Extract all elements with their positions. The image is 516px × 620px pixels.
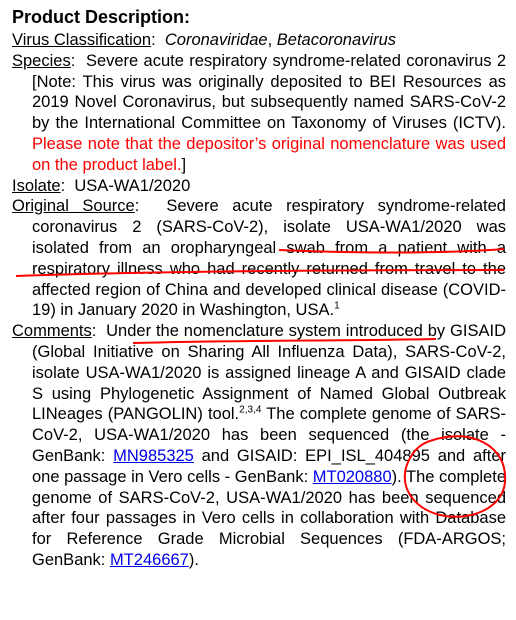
species-paragraph: Species: Severe acute respiratory syndrome-related coronavirus 2 [Note: This virus was originally deposited to BEI Resources as 2019 Novel Coronavirus, but subsequently named SARS-CoV-2 by the International Committee on Taxonomy of Viruses (ICTV). Please note that the depositor’s original nomenclature was used on the product label.] [12,51,506,174]
nomenclature-note: Please note that the depositor’s original nomenclature was used on the product label. [32,134,506,174]
genbank-link-mt246667[interactable]: MT246667 [109,550,189,569]
product-description-section [12,6,506,571]
species-label: Species [12,51,71,70]
original-source-label: Original Source [12,197,135,216]
comments-text-1: Under the nomenclature system introduced by GISAID (Global Initiative on Sharing All Influenza Data), SARS-CoV-2, isolate USA-WA1/2020 is assigned lineage A and GISAID clade S using Phylogenetic Assignment of Named Global Outbreak LINeages (PANGOLIN) tool. [32,322,506,424]
section-heading: Product Description: [12,7,191,27]
comments-paragraph: Comments: Under the nomenclature system introduced by GISAID (Global Initiative on Sharing All Influenza Data), SARS-CoV-2, isolate USA-WA1/2020 is assigned lineage A and GISAID clade S using Phylogenetic Assignment of Named Global Outbreak LINeages (PANGOLIN) tool.$^{2,3,4}$ The complete genome of SARS-CoV-2, USA-WA1/2020 has been sequenced (the isolate - GenBank: MN985325 and GISAID: EPI_ISL_404895 and after one passage in Vero cells - GenBank: MT020880). The complete genome of SARS-CoV-2, USA-WA1/2020 has been sequenced after four passages in Vero cells in collaboration with Database for Reference Grade Microbial Sequences (FDA-ARGOS; GenBank: MT246667). [12,322,506,569]
original-source-text: Severe acute respiratory syndrome-related coronavirus 2 (SARS-CoV-2), isolate USA-WA1/2020 was isolated from an oropharyngeal swab from a patient with a respiratory illness who had recently returned from travel to the affected region of China and developed clinical disease (COVID-19) in January 2020 in Washington, USA. [32,197,506,320]
isolate-value: USA-WA1/2020 [74,176,191,195]
family-name: Coronaviridae [164,31,268,49]
genbank-link-mt020880[interactable]: MT020880 [312,467,392,486]
isolate-label: Isolate [12,176,61,195]
virus-classification-label: Virus Classification [12,31,152,49]
isolate-paragraph: Isolate: USA-WA1/2020 [12,176,191,195]
virus-classification-paragraph: Virus Classification: Coronaviridae, Betacoronavirus [12,31,396,49]
footnote-refs: 2,3,4 [239,404,262,416]
species-text: Severe acute respiratory syndrome-related coronavirus 2 [Note: This virus was originally deposited to BEI Resources as 2019 Novel Coronavirus, but subsequently named SARS-CoV-2 by the International Committee on Taxonomy of Viruses (ICTV). [32,51,506,133]
original-source-paragraph: Original Source: Severe acute respiratory syndrome-related coronavirus 2 (SARS-CoV-2), isolate USA-WA1/2020 was isolated from an oropharyngeal swab from a patient with a respiratory illness who had recently returned from travel to the affected region of China and developed clinical disease (COVID-19) in January 2020 in Washington, USA.$^1$ [12,197,506,320]
footnote-ref: 1 [334,300,340,312]
genus-name: Betacoronavirus [276,31,396,49]
comments-label: Comments [12,322,92,341]
genbank-link-mn985325[interactable]: MN985325 [113,446,194,465]
